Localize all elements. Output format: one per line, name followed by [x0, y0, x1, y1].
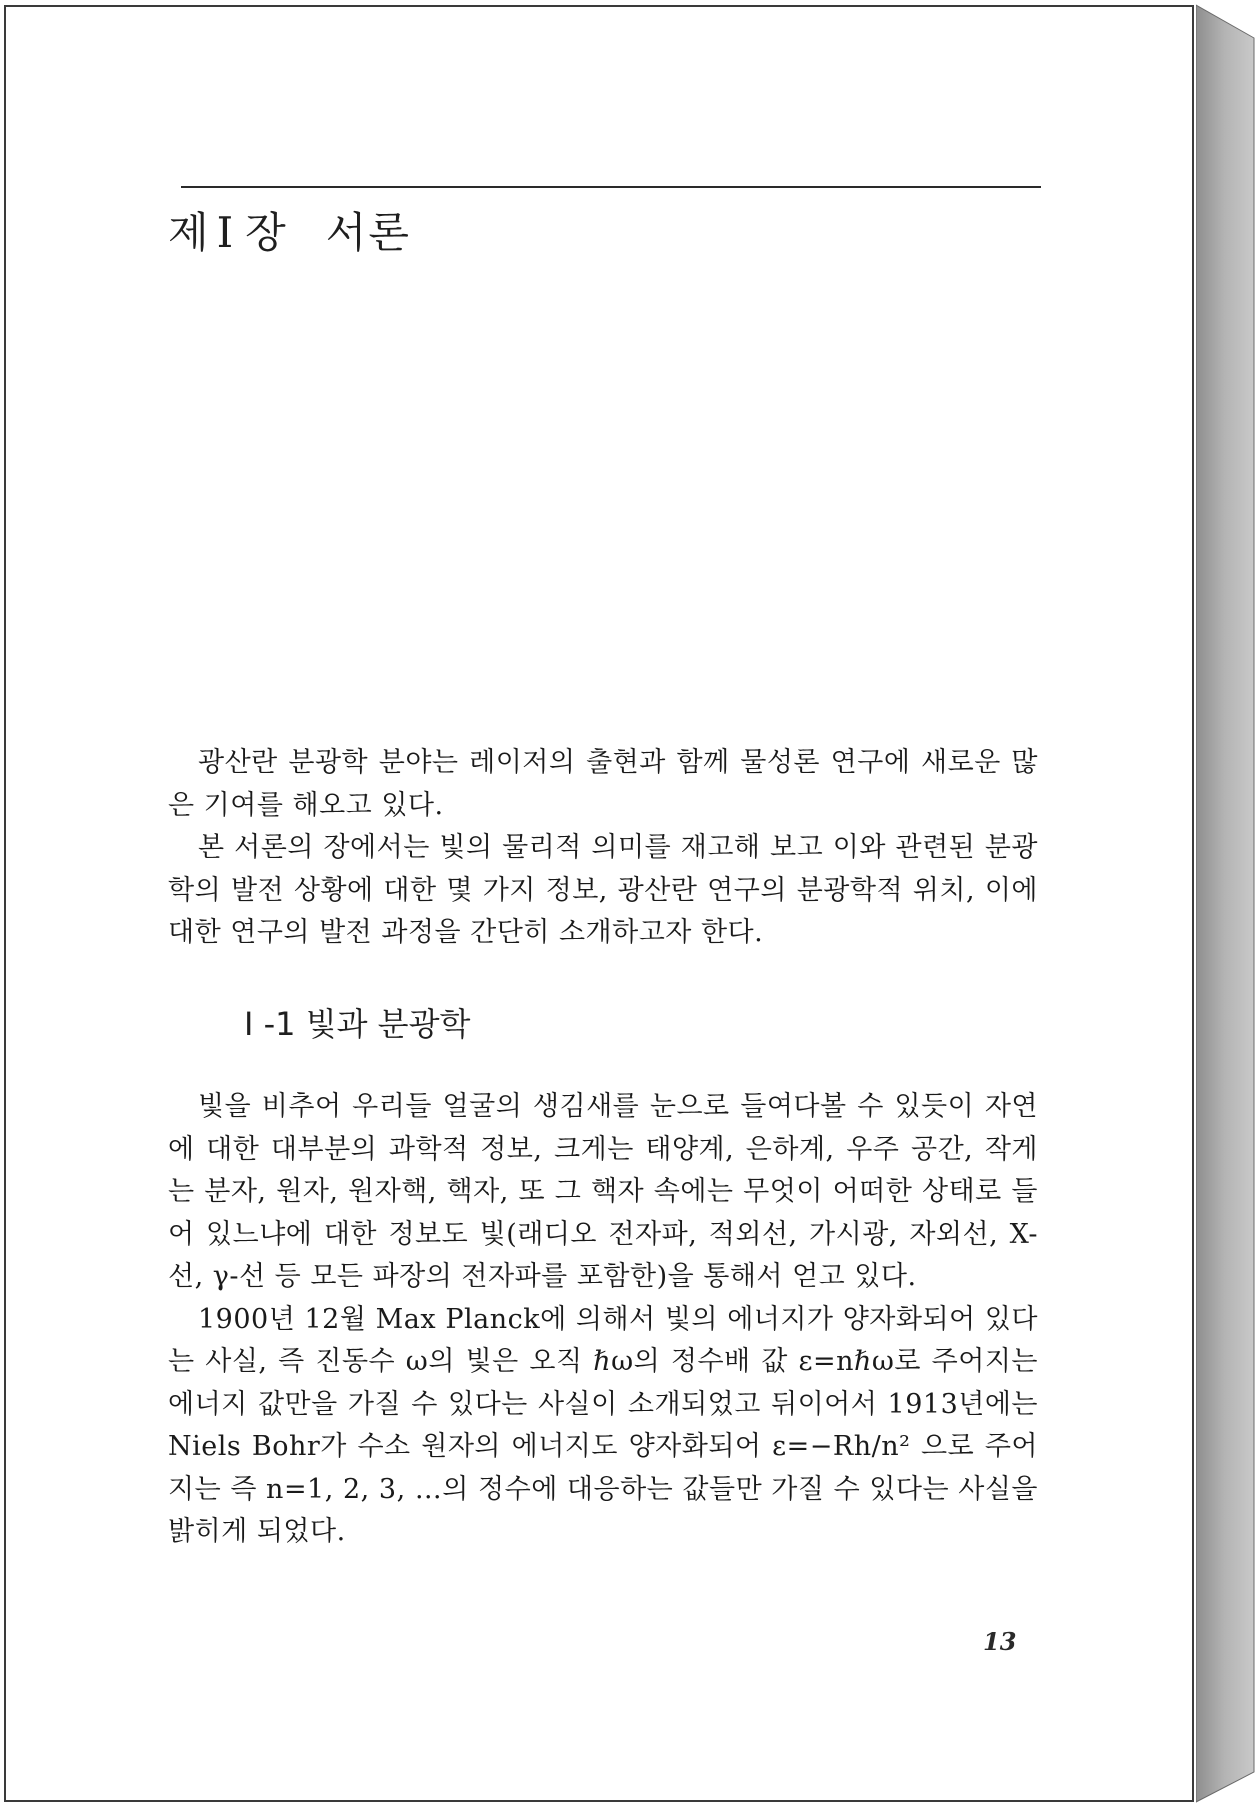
chapter-suffix: 장	[245, 208, 288, 257]
section-title: 빛과 분광학	[305, 1005, 471, 1043]
body-text	[168, 1086, 1038, 1554]
chapter-title	[168, 200, 411, 260]
book-edge	[1196, 0, 1259, 1806]
intro-text	[168, 742, 1038, 955]
section-number: I -1	[244, 1005, 296, 1043]
paragraph: 광산란 분광학 분야는 레이저의 출현과 함께 물성론 연구에 새로운 많은 기여를 해오고 있다.	[168, 747, 1038, 821]
paragraph: 본 서론의 장에서는 빛의 물리적 의미를 재고해 보고 이와 관련된 분광학의 발전 상황에 대한 몇 가지 정보, 광산란 연구의 분광학적 위치, 이에 대한 연구의 발전 과정을 간단히 소개하고자 한다.	[168, 832, 1038, 948]
chapter-prefix: 제	[168, 208, 211, 257]
section-heading	[244, 999, 470, 1045]
chapter-rule	[181, 186, 1041, 188]
chapter-number: I	[216, 208, 236, 257]
page-number: 13	[983, 1627, 1017, 1656]
paragraph: 빛을 비추어 우리들 얼굴의 생김새를 눈으로 들여다볼 수 있듯이 자연에 대한 대부분의 과학적 정보, 크게는 태양계, 은하계, 우주 공간, 작게는 분자, 원자, 원자핵, 핵자, 또 그 핵자 속에는 무엇이 어떠한 상태로 들어 있느냐에 대한 정보도 빛(래디오 전자파, 적외선, 가시광, 자외선, X-선, γ-선 등 모든 파장의 전자파를 포함한)을 통해서 얻고 있다.	[168, 1091, 1038, 1292]
paragraph: 1900년 12월 Max Planck에 의해서 빛의 에너지가 양자화되어 있다는 사실, 즉 진동수 ω의 빛은 오직 ℏω의 정수배 값 ε=nℏω로 주어지는 에너지 값만을 가질 수 있다는 사실이 소개되었고 뒤이어서 1913년에는 Niels Bohr가 수소 원자의 에너지도 양자화되어 ε=−Rh/n² 으로 주어지는 즉 n=1, 2, 3, …의 정수에 대응하는 값들만 가질 수 있다는 사실을 밝히게 되었다.	[168, 1303, 1038, 1547]
chapter-heading: 서론	[325, 208, 411, 257]
